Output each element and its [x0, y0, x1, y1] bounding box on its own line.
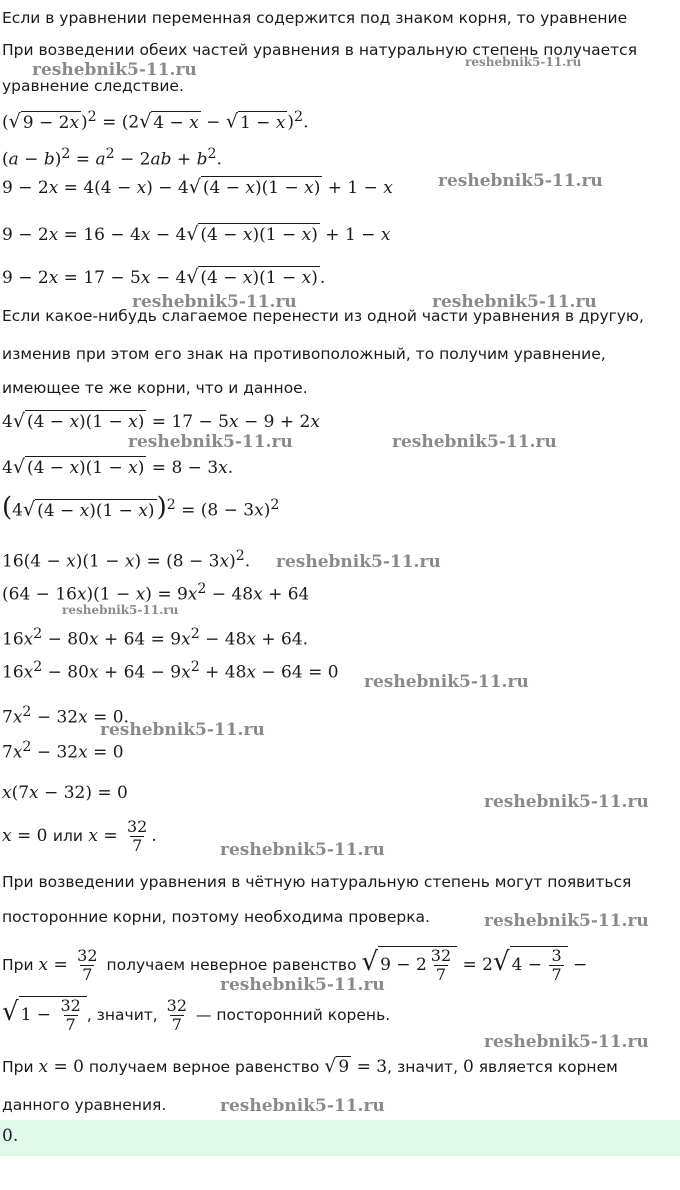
eq-line-15: x(7x − 32) = 0 [2, 783, 128, 803]
intro-text: Если в уравнении переменная содержится под знаком корня, то уравнение [2, 9, 628, 27]
rule2-text-cont: изменив при этом его знак на противоположный, то получим уравнение, [2, 345, 606, 363]
check-line-1b: √ 1 − $\frac{32}{7}$ , значит, $\frac{32}{7}$ — посторонний корень. [2, 996, 391, 1034]
rule-text-cont: уравнение следствие. [2, 77, 184, 95]
or-word: или [52, 827, 83, 845]
eq-line-8: (4√ $(4 - x)(1 - x))^2 = (8 - 3x)^2$ [2, 492, 280, 523]
eq-line-6: 4√ (4 − x)(1 − x) = 17 − 5x − 9 + 2x [2, 410, 320, 432]
watermark: reshebnik5-11.ru [484, 911, 649, 931]
watermark: reshebnik5-11.ru [220, 1096, 385, 1116]
extraneous-roots-text: При возведении уравнения в чётную натуральную степень могут появиться [2, 873, 632, 891]
eq-line-1: (√ 9 − 2x )$^2$ = (2√ 4 − x − √ 1 − x )$^2$. [2, 109, 309, 133]
eq-line-4: 9 − 2x = 16 − 4x − 4√ (4 − x)(1 − x) + 1 − x [2, 223, 391, 245]
check1-end: — посторонний корень. [195, 1006, 391, 1024]
watermark: reshebnik5-11.ru [364, 672, 529, 692]
watermark: reshebnik5-11.ru [220, 975, 385, 995]
watermark: reshebnik5-11.ru [100, 720, 265, 740]
watermark: reshebnik5-11.ru [128, 432, 293, 452]
watermark: reshebnik5-11.ru [132, 292, 297, 312]
check2-pre: При [2, 1058, 34, 1076]
check1-mid: получаем неверное равенство [106, 956, 357, 974]
check1-pre: При [2, 956, 34, 974]
watermark: reshebnik5-11.ru [438, 171, 603, 191]
rule-text: При возведении обеих частей уравнения в натуральную степень получается [2, 41, 638, 59]
eq-line-16: x = 0 или x = $\frac{32}{7}$ . [2, 817, 157, 855]
eq-line-11: $16x^2 - 80x + 64 = 9x^2 - 48x + 64$. [2, 626, 309, 650]
eq-line-3: 9 − 2x = 4(4 − x) − 4√ (4 − x)(1 − x) + 1 − x [2, 176, 393, 198]
check1-tail: , значит, [86, 1006, 158, 1024]
watermark: reshebnik5-11.ru [62, 603, 179, 617]
rule2-text: Если какое-нибудь слагаемое перенести из одной части уравнения в другую, [2, 307, 644, 325]
eq-line-10: $(64 - 16x)(1 - x) = 9x^2 - 48x + 64$ [2, 581, 310, 605]
eq-line-2: $(a - b)^2 = a^2 - 2ab + b^2$. [2, 146, 222, 170]
watermark: reshebnik5-11.ru [465, 55, 582, 69]
eq-line-13: $7x^2 - 32x = 0$. [2, 704, 129, 728]
answer-value: 0. [2, 1126, 19, 1146]
eq-line-14: $7x^2 - 32x = 0$ [2, 739, 124, 763]
check2-end: является корнем [478, 1058, 618, 1076]
watermark: reshebnik5-11.ru [32, 60, 197, 80]
check2-conclusion: данного уравнения. [2, 1096, 167, 1114]
eq-line-5: 9 − 2x = 17 − 5x − 4√ (4 − x)(1 − x) . [2, 266, 326, 288]
extraneous-roots-text-cont: посторонние корни, поэтому необходима проверка. [2, 908, 430, 926]
watermark: reshebnik5-11.ru [432, 292, 597, 312]
watermark: reshebnik5-11.ru [220, 840, 385, 860]
watermark: reshebnik5-11.ru [484, 1032, 649, 1052]
eq-line-12: $16x^2 - 80x + 64 - 9x^2 + 48x - 64 = 0$ [2, 659, 339, 683]
eq-line-9: $16(4 - x)(1 - x) = (8 - 3x)^2$. [2, 548, 251, 572]
answer-box [0, 1120, 680, 1156]
check-line-1: При x = $\frac{32}{7}$ получаем неверное равенство √ 9 − 2 $\frac{32}{7}$ = 2√ 4 − $\frac{3}{7}$ − [2, 946, 588, 984]
check-line-2: При x = 0 получаем верное равенство √ 9 = 3, значит, 0 является корнем [2, 1055, 618, 1077]
rule2-text-end: имеющее те же корни, что и данное. [2, 379, 308, 397]
eq-line-7: 4√ (4 − x)(1 − x) = 8 − 3x. [2, 456, 234, 478]
check2-tail: , значит, [387, 1058, 459, 1076]
watermark: reshebnik5-11.ru [276, 552, 441, 572]
watermark: reshebnik5-11.ru [484, 792, 649, 812]
watermark: reshebnik5-11.ru [392, 432, 557, 452]
check2-mid: получаем верное равенство [88, 1058, 320, 1076]
